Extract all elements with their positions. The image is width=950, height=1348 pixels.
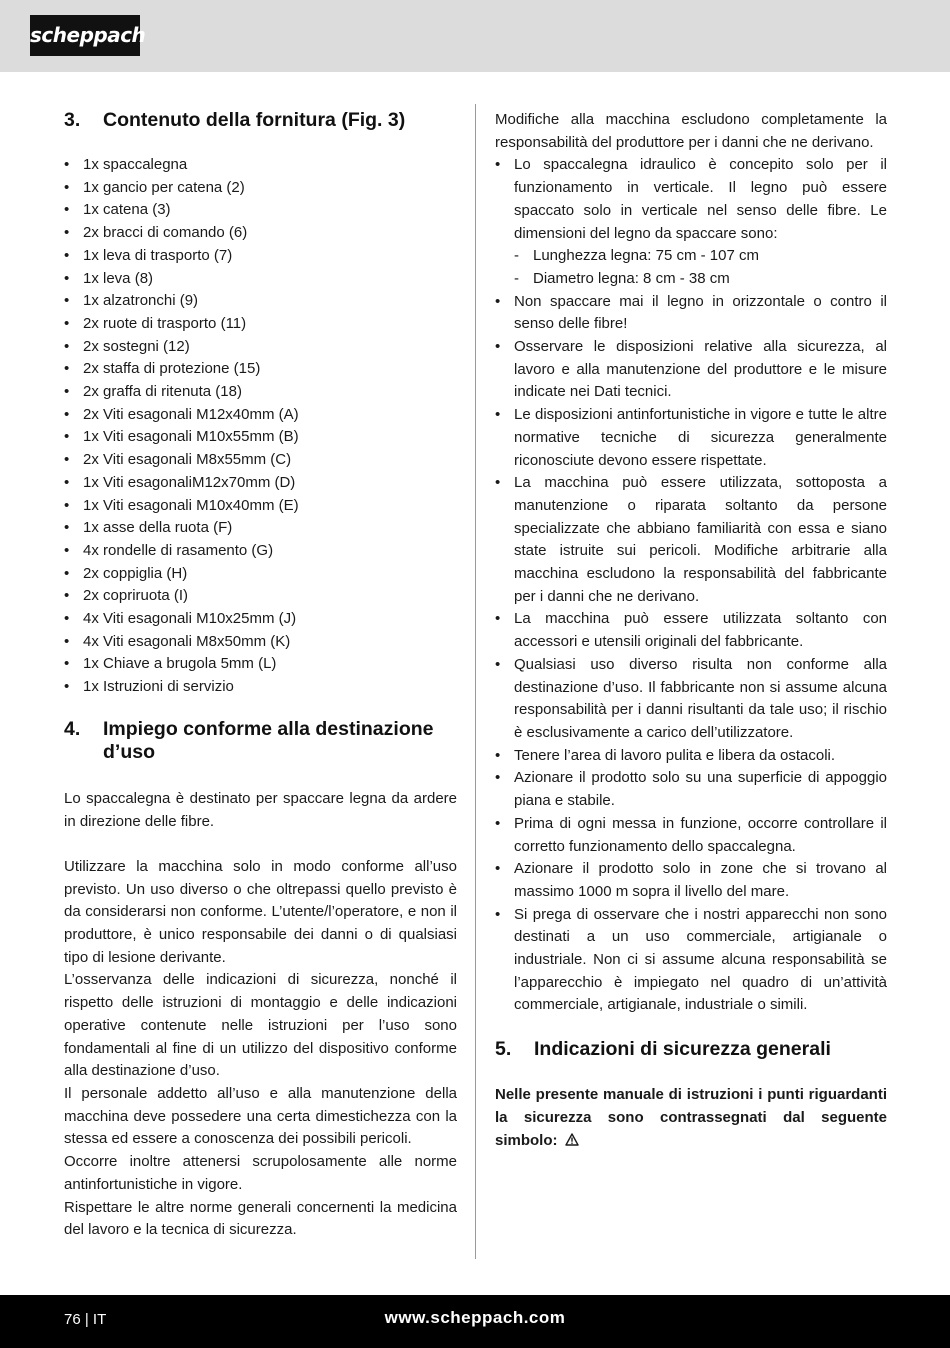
section-5-heading [495,1038,887,1061]
list-item: • 2x coppiglia (H) [64,563,457,586]
list-item: • 2x copriruota (I) [64,585,457,608]
scheppach-logo: scheppach [30,15,140,56]
list-item: • Azionare il prodotto solo in zone che si trovano al massimo 1000 m sopra il livello del mare. [495,858,887,903]
list-item: • 1x Istruzioni di servizio [64,676,457,699]
list-item: • Tenere l’area di lavoro pulita e libera da ostacoli. [495,745,887,768]
list-item: • 1x leva di trasporto (7) [64,245,457,268]
section-4-paragraph-4: Il personale addetto all’uso e alla manutenzione della macchina deve possedere una certa dimestichezza con la stessa ed essere a conoscenza dei possibili pericoli. [64,1085,457,1148]
list-item: • 2x graffa di ritenuta (18) [64,381,457,404]
list-item: • 2x ruote di trasporto (11) [64,313,457,336]
section-4-heading [64,718,457,764]
website-url: www.scheppach.com [384,1308,566,1327]
list-item: • 1x Viti esagonali M10x40mm (E) [64,495,457,518]
section-5-number: 5. [495,1038,512,1061]
list-item: • 1x catena (3) [64,199,457,222]
list-item: • 2x Viti esagonali M12x40mm (A) [64,404,457,427]
safety-list [495,154,887,1017]
list-item: • Osservare le disposizioni relative alla sicurezza, al lavoro e alla manutenzione del produttore e le misure indicate nei Dati tecnici. [495,336,887,404]
footer-bar [0,1295,950,1348]
right-intro-paragraph: Modifiche alla macchina escludono completamente la responsabilità del produttore per i danni che ne derivano. [495,111,887,151]
column-divider [475,104,476,1259]
list-item: • Azionare il prodotto solo su una superficie di appoggio piana e stabile. [495,767,887,812]
section-4-paragraph-3: L’osservanza delle indicazioni di sicurezza, nonché il rispetto delle istruzioni di montaggio e delle indicazioni operative contenute nelle istruzioni per l’uso sono fondamentali al fine di un utilizzo del dispositivo conforme alla destinazione d’uso. [64,971,457,1080]
list-item: • 2x Viti esagonali M8x55mm (C) [64,449,457,472]
section-4-title: Impiego conforme alla destinazione d’uso [103,717,434,763]
list-item: • 1x Chiave a brugola 5mm (L) [64,653,457,676]
section-3-number: 3. [64,109,81,131]
list-item: • Le disposizioni antinfortunistiche in vigore e tutte le altre normative tecniche di sicurezza generalmente riconosciute devono essere rispettate. [495,404,887,472]
list-item: • 1x Viti esagonaliM12x70mm (D) [64,472,457,495]
right-column [495,100,887,1152]
list-item: • Non spaccare mai il legno in orizzontale o contro il senso delle fibre! [495,291,887,336]
list-item: • 4x rondelle di rasamento (G) [64,540,457,563]
warning-triangle-icon [565,1133,579,1146]
list-item: • Qualsiasi uso diverso risulta non conforme alla destinazione d’uso. Il fabbricante non si assume alcuna responsabilità per i danni risultanti da tale uso; il rischio è esclusivamente a carico dell’utilizzatore. [495,654,887,745]
list-item: • 1x alzatronchi (9) [64,290,457,313]
section-4-paragraph-6: Rispettare le altre norme generali concernenti la medicina del lavoro e la tecnica di sicurezza. [64,1198,457,1239]
section-4-number: 4. [64,717,81,740]
list-item: • La macchina può essere utilizzata, sottoposta a manutenzione o riparata soltanto da persone specializzate che abbiano familiarità con essa e siano state istruite sui pericoli. Modifiche arbitrarie alla macchina escludono la responsabilità del fabbricante per i danni che ne derivano. [495,472,887,608]
section-5-bold-text: Nelle presente manuale di istruzioni i punti riguardanti la sicurezza sono contrassegnati dal seguente simbolo: [495,1086,887,1149]
list-item: • 1x leva (8) [64,268,457,291]
list-item [495,154,887,290]
section-3-title: Contenuto della fornitura (Fig. 3) [103,109,406,131]
list-item-text: Lo spaccalegna idraulico è concepito solo per il funzionamento in verticale. Il legno può essere spaccato solo in verticale nel senso delle fibre. Le dimensioni del legno da spaccare sono: [514,156,887,242]
list-item: - Lunghezza legna: 75 cm - 107 cm [514,245,887,268]
list-item: • 1x gancio per catena (2) [64,177,457,200]
list-item: • 2x staffa di protezione (15) [64,358,457,381]
list-item: • 2x bracci di comando (6) [64,222,457,245]
header-bar [0,0,950,72]
left-column [64,100,457,1242]
section-5-title: Indicazioni di sicurezza generali [534,1038,831,1061]
list-item: - Diametro legna: 8 cm - 38 cm [514,268,887,291]
list-item: • Prima di ogni messa in funzione, occorre controllare il corretto funzionamento dello spaccalegna. [495,813,887,858]
list-item: • Si prega di osservare che i nostri apparecchi non sono destinati a un uso commerciale, artigianale o industriale. Non ci si assume alcuna responsabilità se l’apparecchio è impiegato nel quadro di un’attività commerciale, artigianale, industriale o simili. [495,904,887,1018]
list-item: • La macchina può essere utilizzata soltanto con accessori e utensili originali del fabbricante. [495,608,887,653]
page-number: 76 | IT [64,1311,107,1328]
list-item: • 1x asse della ruota (F) [64,517,457,540]
list-item: • 1x spaccalegna [64,154,457,177]
list-item: • 4x Viti esagonali M8x50mm (K) [64,631,457,654]
wood-dimensions-list [514,245,887,290]
section-4-paragraph-2: Utilizzare la macchina solo in modo conforme all’uso previsto. Un uso diverso o che oltrepassi quello previsto è da considerarsi non conforme. L’utente/l’operatore, e non il produttore, è unico responsabile dei danni o di qualsiasi tipo di lesione derivante. [64,857,457,966]
list-item: • 1x Viti esagonali M10x55mm (B) [64,426,457,449]
section-4-paragraph-5: Occorre inoltre attenersi scrupolosamente alle norme antinfortunistiche in vigore. [64,1153,457,1193]
list-item: • 4x Viti esagonali M10x25mm (J) [64,608,457,631]
section-5-bold-paragraph [495,1084,887,1152]
contents-list [64,154,457,699]
list-item: • 2x sostegni (12) [64,336,457,359]
section-3-heading [64,109,457,132]
section-4-paragraph-1: Lo spaccalegna è destinato per spaccare legna da ardere in direzione delle fibre. [64,789,457,830]
